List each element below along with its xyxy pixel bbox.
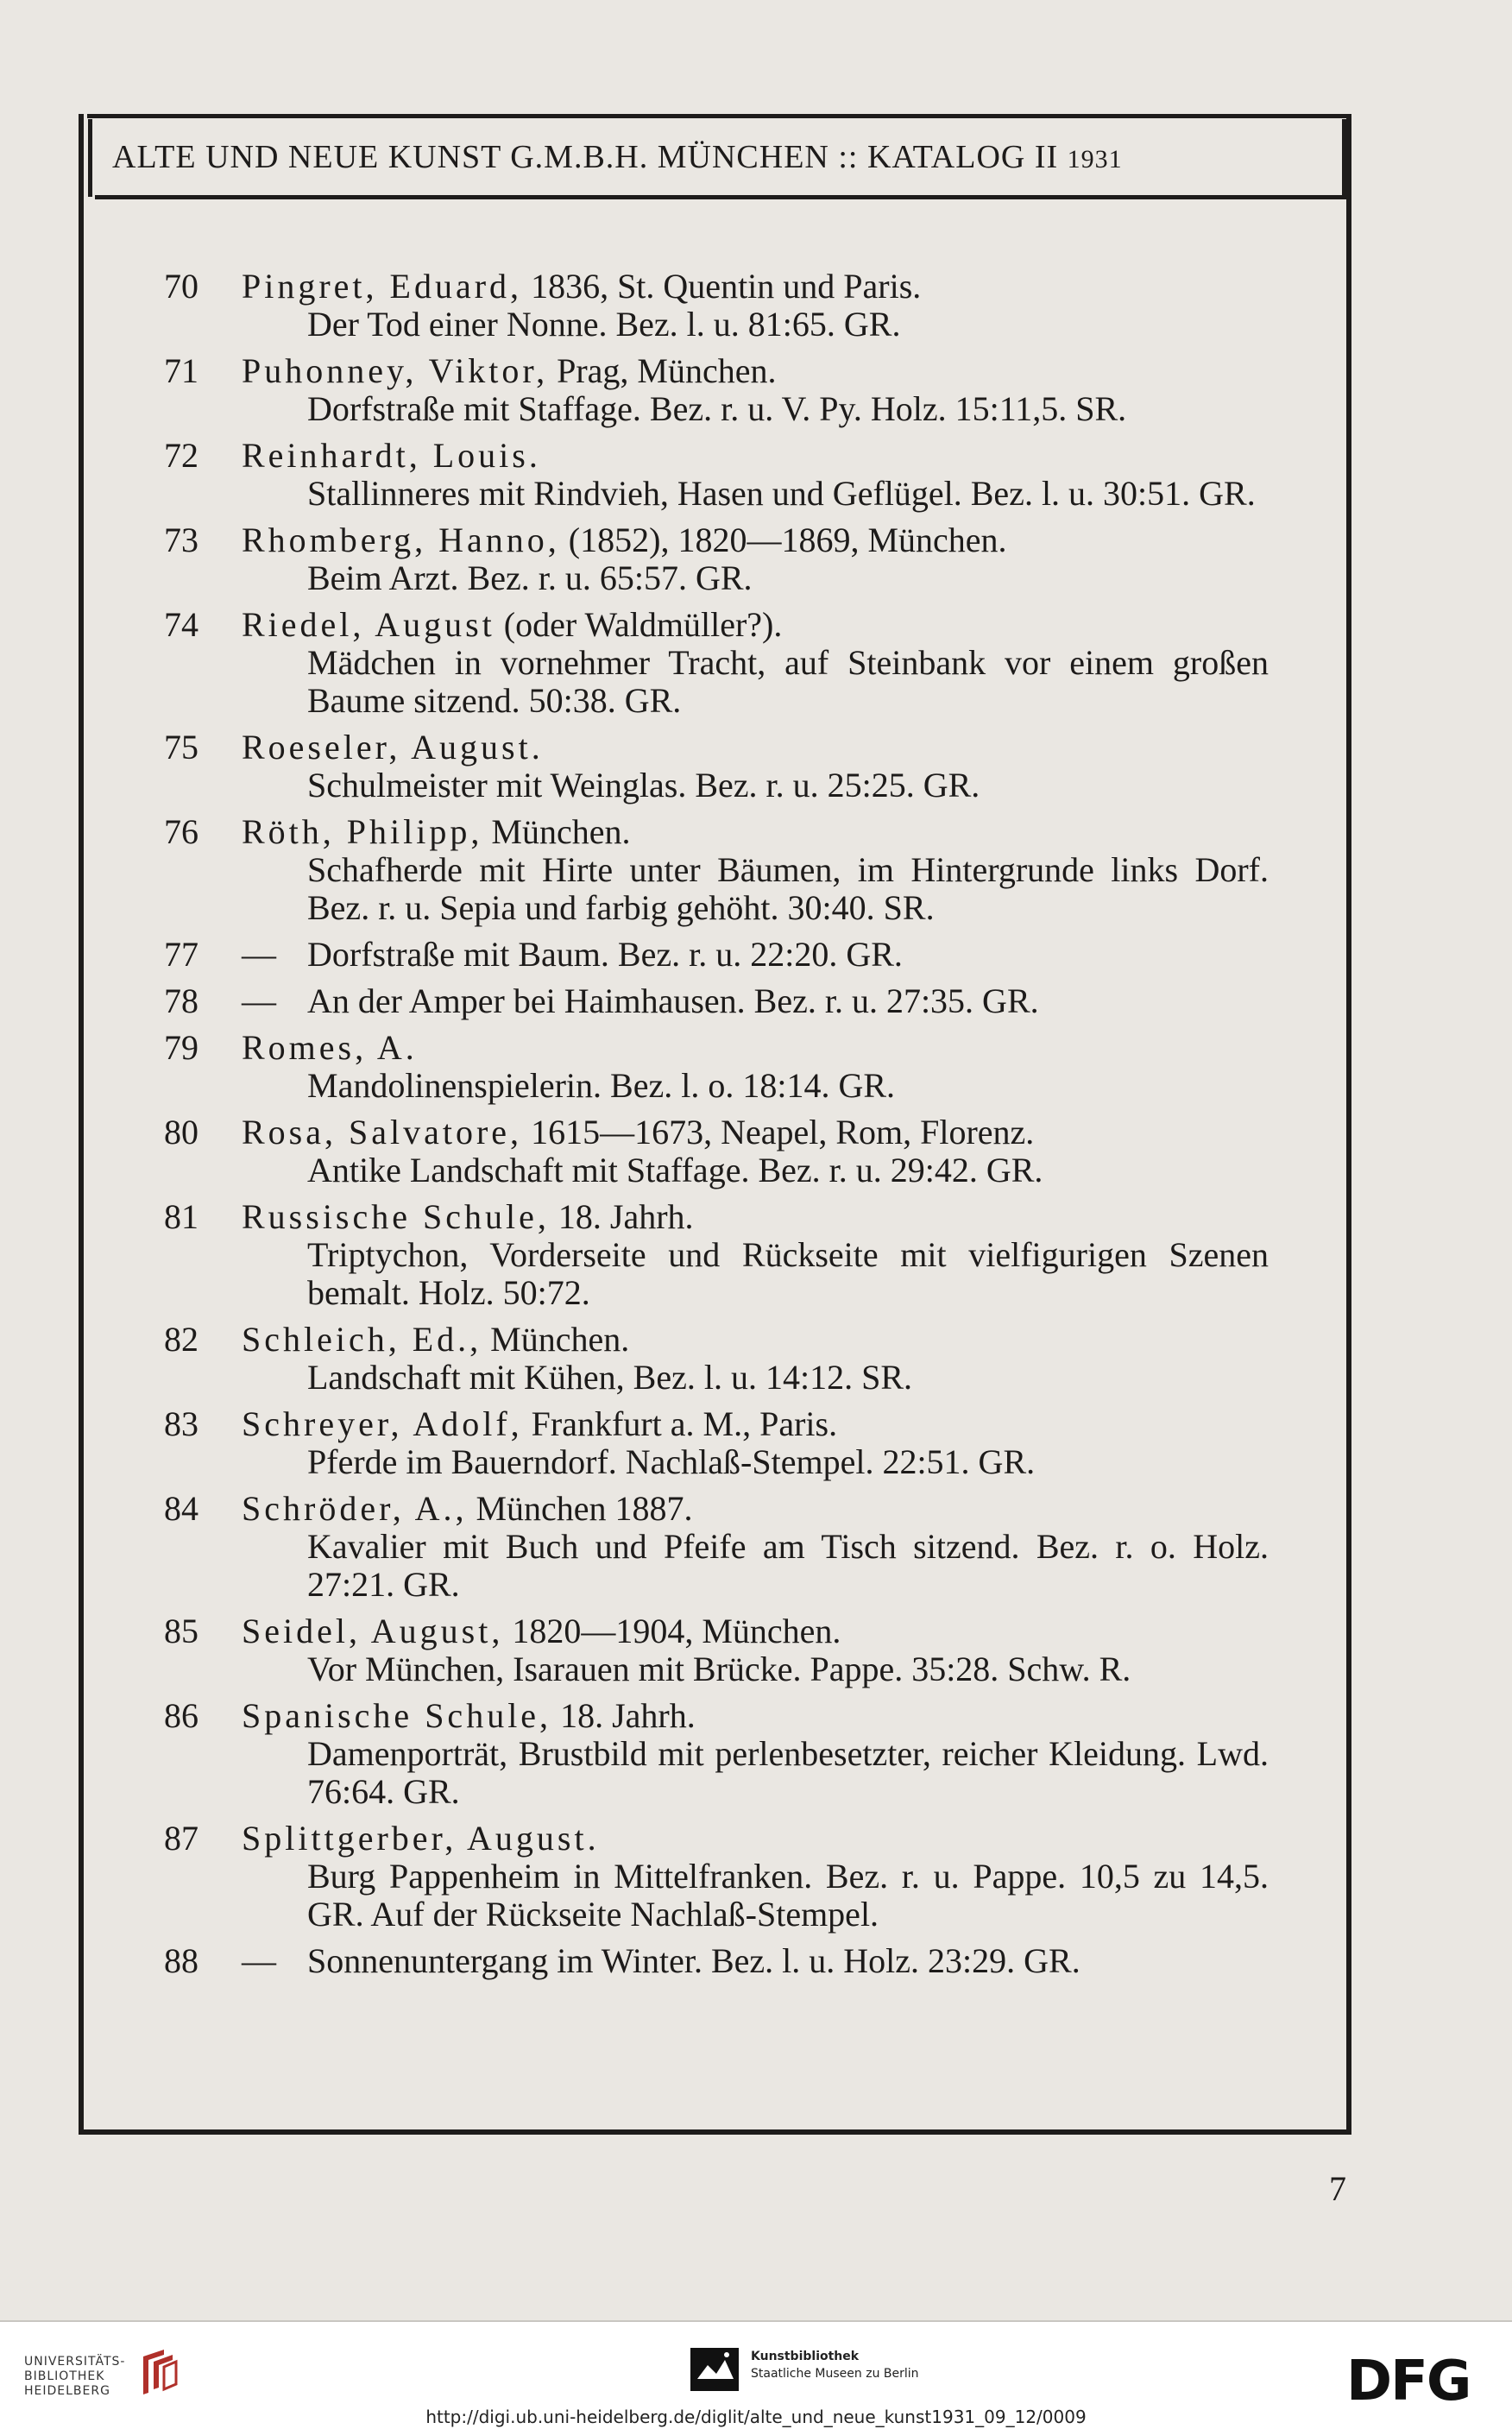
entry-number: 74 [164, 605, 198, 644]
artist-name: Reinhardt, Louis. [242, 436, 541, 475]
artist-info: 18. Jahrh. [551, 1696, 696, 1735]
page-number: 7 [1329, 2169, 1346, 2208]
artist-name: Puhonney, Viktor, [242, 351, 549, 390]
header-year: 1931 [1067, 145, 1123, 174]
entry-description: Stallinneres mit Rindvieh, Hasen und Geflügel. Bez. l. u. 30:51. GR. [307, 474, 1256, 513]
entry-description: Dorfstraße mit Baum. Bez. r. u. 22:20. GR. [307, 935, 903, 974]
ditto-dash: — [242, 1941, 276, 1980]
entry-description: Damenporträt, Brustbild mit perlenbesetzter, reicher Kleidung. Lwd. 76:64. GR. [307, 1734, 1269, 1811]
artist-info: 1820—1904, München. [503, 1612, 841, 1650]
entry-number: 71 [164, 351, 198, 390]
entry-heading [242, 729, 1269, 767]
entry-description: Beim Arzt. Bez. r. u. 65:57. GR. [307, 558, 753, 597]
artist-info: München. [482, 812, 631, 851]
catalog-entry [164, 268, 1269, 344]
entry-heading [242, 1697, 1269, 1735]
kunstbibliothek-label [751, 2348, 919, 2382]
entry-number: 87 [164, 1819, 198, 1858]
catalog-entry [164, 1697, 1269, 1811]
entry-number: 85 [164, 1612, 198, 1650]
artist-name: Romes, A. [242, 1028, 418, 1067]
entry-description: Landschaft mit Kühen, Bez. l. u. 14:12. SR. [307, 1358, 913, 1397]
entry-continuation [242, 1942, 1269, 1980]
header-left-rule [88, 119, 92, 197]
ub-line: UNIVERSITÄTS- [24, 2355, 126, 2369]
ub-heidelberg-label [24, 2355, 125, 2399]
artist-name: Roeseler, August. [242, 728, 544, 767]
artist-name: Schleich, Ed., [242, 1320, 482, 1359]
frame-top-rule [87, 114, 1349, 118]
catalog-entry [164, 521, 1269, 597]
entry-heading [242, 1405, 1269, 1443]
entry-description: Sonnenuntergang im Winter. Bez. l. u. Holz. 23:29. GR. [307, 1941, 1080, 1980]
entry-description: Mädchen in vornehmer Tracht, auf Steinbank vor einem großen Baume sitzend. 50:38. GR. [307, 643, 1269, 720]
entry-description: Dorfstraße mit Staffage. Bez. r. u. V. Py. Holz. 15:11,5. SR. [307, 389, 1127, 428]
artist-info: 1615—1673, Neapel, Rom, Florenz. [522, 1113, 1035, 1151]
entry-description: Pferde im Bauerndorf. Nachlaß-Stempel. 22:51. GR. [307, 1442, 1036, 1481]
ditto-dash: — [242, 981, 276, 1020]
artist-info: Prag, München. [548, 351, 777, 390]
catalog-entry [164, 1029, 1269, 1105]
artist-info: (1852), 1820—1869, München. [559, 520, 1007, 559]
entry-number: 83 [164, 1404, 198, 1443]
entry-number: 72 [164, 436, 198, 475]
artist-info: München 1887. [467, 1489, 693, 1528]
entry-description: Schafherde mit Hirte unter Bäumen, im Hintergrunde links Dorf. Bez. r. u. Sepia und farbig gehöht. 30:40. SR. [307, 850, 1269, 927]
artist-name: Seidel, August, [242, 1612, 504, 1650]
catalog-entry [164, 437, 1269, 513]
page-url[interactable]: http://digi.ub.uni-heidelberg.de/diglit/alte_und_neue_kunst1931_09_12/0009 [425, 2407, 1087, 2427]
catalog-entry [164, 1321, 1269, 1397]
catalog-entry [164, 1612, 1269, 1688]
entry-heading [242, 437, 1269, 475]
entry-continuation [242, 936, 1269, 974]
entry-heading [242, 1612, 1269, 1650]
artist-info: München. [482, 1320, 630, 1359]
kb-subtitle: Staatliche Museen zu Berlin [751, 2367, 919, 2381]
running-header [112, 138, 1338, 181]
catalog-entry [164, 729, 1269, 804]
artist-info: 18. Jahrh. [549, 1197, 694, 1236]
ub-heidelberg-logo-icon [138, 2344, 181, 2398]
entry-number: 86 [164, 1696, 198, 1735]
entry-number: 75 [164, 728, 198, 767]
entry-number: 81 [164, 1197, 198, 1236]
artist-info: 1836, St. Quentin und Paris. [522, 267, 922, 306]
entry-heading [242, 1029, 1269, 1067]
catalog-entry [164, 1942, 1269, 1980]
entry-number: 84 [164, 1489, 198, 1528]
catalog-entry [164, 1405, 1269, 1481]
entry-number: 77 [164, 935, 198, 974]
entry-heading [242, 1321, 1269, 1359]
catalog-entry [164, 982, 1269, 1020]
artist-name: Schreyer, Adolf, [242, 1404, 523, 1443]
artist-name: Röth, Philipp, [242, 812, 483, 851]
artist-info: (oder Waldmüller?). [495, 605, 783, 644]
viewer-footer [0, 2320, 1512, 2429]
header-right-rule [1342, 119, 1346, 197]
entry-heading [242, 1490, 1269, 1528]
entry-description: Der Tod einer Nonne. Bez. l. u. 81:65. GR. [307, 305, 901, 344]
catalog-entry [164, 936, 1269, 974]
entry-description: Triptychon, Vorderseite und Rückseite mit vielfigurigen Szenen bemalt. Holz. 50:72. [307, 1235, 1269, 1312]
entry-description: Kavalier mit Buch und Pfeife am Tisch sitzend. Bez. r. o. Holz. 27:21. GR. [307, 1527, 1269, 1604]
artist-name: Schröder, A., [242, 1489, 468, 1528]
entry-number: 76 [164, 812, 198, 851]
entry-heading [242, 813, 1269, 851]
artist-name: Pingret, Eduard, [242, 267, 523, 306]
entry-description: Burg Pappenheim in Mittelfranken. Bez. r. u. Pappe. 10,5 zu 14,5. GR. Auf der Rückseite Nachlaß-Stempel. [307, 1857, 1269, 1934]
artist-info: Frankfurt a. M., Paris. [522, 1404, 838, 1443]
entry-heading [242, 268, 1269, 306]
artist-name: Russische Schule, [242, 1197, 550, 1236]
entry-number: 80 [164, 1113, 198, 1151]
entry-description: An der Amper bei Haimhausen. Bez. r. u. 27:35. GR. [307, 981, 1039, 1020]
catalog-entry [164, 1820, 1269, 1934]
entry-heading [242, 1114, 1269, 1151]
artist-name: Riedel, August [242, 605, 495, 644]
dfg-logo: DFG [1346, 2350, 1471, 2413]
entry-heading [242, 521, 1269, 559]
entry-number: 78 [164, 981, 198, 1020]
artist-name: Rosa, Salvatore, [242, 1113, 523, 1151]
entry-description: Vor München, Isarauen mit Brücke. Pappe. 35:28. Schw. R. [307, 1650, 1131, 1688]
ub-line: HEIDELBERG [24, 2384, 110, 2398]
entry-number: 82 [164, 1320, 198, 1359]
catalog-entry [164, 352, 1269, 428]
entry-heading [242, 1820, 1269, 1858]
artist-name: Rhomberg, Hanno, [242, 520, 560, 559]
ditto-dash: — [242, 935, 276, 974]
entry-description: Antike Landschaft mit Staffage. Bez. r. u. 29:42. GR. [307, 1151, 1043, 1189]
entry-heading [242, 606, 1269, 644]
entry-number: 70 [164, 267, 198, 306]
entry-number: 88 [164, 1941, 198, 1980]
header-bottom-rule [95, 195, 1348, 199]
header-title: ALTE UND NEUE KUNST G.M.B.H. MÜNCHEN :: KATALOG II [112, 139, 1059, 175]
entry-description: Schulmeister mit Weinglas. Bez. r. u. 25:25. GR. [307, 766, 980, 804]
catalog-entry [164, 1490, 1269, 1604]
catalog-entry [164, 606, 1269, 720]
entry-number: 73 [164, 520, 198, 559]
catalog-entry [164, 813, 1269, 927]
kb-title: Kunstbibliothek [751, 2350, 860, 2363]
kunstbibliothek-logo-icon [690, 2348, 739, 2391]
entry-number: 79 [164, 1028, 198, 1067]
catalog-entries [164, 268, 1269, 1989]
catalog-entry [164, 1198, 1269, 1312]
catalog-entry [164, 1114, 1269, 1189]
entry-heading [242, 1198, 1269, 1236]
artist-name: Spanische Schule, [242, 1696, 552, 1735]
artist-name: Splittgerber, August. [242, 1819, 600, 1858]
entry-heading [242, 352, 1269, 390]
ub-line: BIBLIOTHEK [24, 2369, 105, 2383]
entry-continuation [242, 982, 1269, 1020]
entry-description: Mandolinenspielerin. Bez. l. o. 18:14. GR. [307, 1066, 896, 1105]
